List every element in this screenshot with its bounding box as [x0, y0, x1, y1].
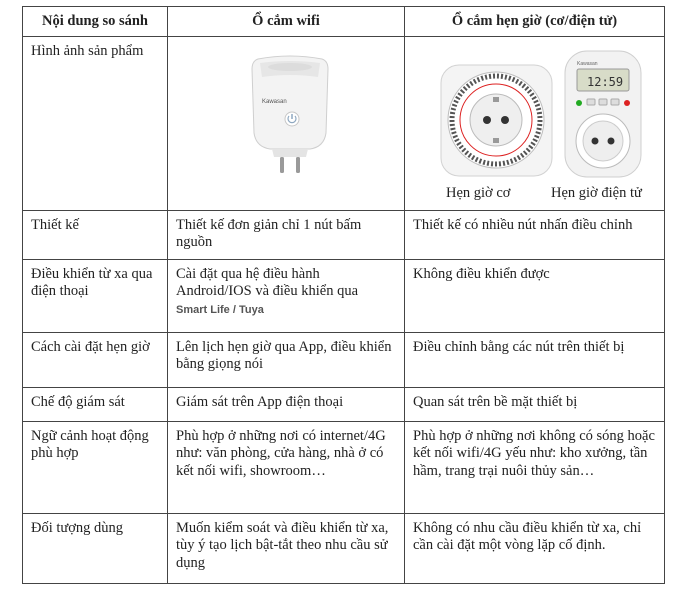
row-label: Hình ảnh sản phẩm	[23, 37, 168, 211]
timer-plug-image-cell	[405, 37, 665, 211]
table-row	[23, 211, 665, 260]
wifi-cell-app-names: Smart Life / Tuya	[176, 303, 264, 316]
timer-cell: Phù hợp ở những nơi không có sóng hoặc kết nối wifi/4G yếu như: kho xưởng, tần hầm, trang trại nuôi thủy sản…	[405, 422, 665, 514]
timer-cell: Thiết kế có nhiều nút nhấn điều chỉnh	[405, 211, 665, 260]
table-row	[23, 260, 665, 333]
timer-cell: Quan sát trên bề mặt thiết bị	[405, 388, 665, 422]
header-criteria: Nội dung so sánh	[23, 7, 168, 37]
header-wifi-plug: Ổ cắm wifi	[168, 7, 405, 37]
timer-cell: Điều chỉnh bằng các nút trên thiết bị	[405, 333, 665, 388]
wifi-cell	[168, 260, 405, 333]
digital-timer-brand: Kawasan	[577, 61, 598, 67]
table-row	[23, 333, 665, 388]
table-header-row	[23, 7, 665, 37]
table-row	[23, 388, 665, 422]
row-label: Thiết kế	[23, 211, 168, 260]
row-label: Đối tượng dùng	[23, 514, 168, 584]
wifi-cell: Phù hợp ở những nơi có internet/4G như: văn phòng, cửa hàng, nhà ở có kết nối wifi, showroom…	[168, 422, 405, 514]
row-label: Điều khiển từ xa qua điện thoại	[23, 260, 168, 333]
wifi-cell: Thiết kế đơn giản chỉ 1 nút bấm nguồn	[168, 211, 405, 260]
row-label: Ngữ cảnh hoạt động phù hợp	[23, 422, 168, 514]
wifi-plug-image	[248, 55, 332, 175]
caption-digital-timer: Hẹn giờ điện tử	[551, 185, 642, 201]
timer-cell: Không có nhu cầu điều khiển từ xa, chỉ cần cài đặt một vòng lặp cố định.	[405, 514, 665, 584]
digital-timer-display: 12:59	[587, 75, 624, 89]
table-row	[23, 422, 665, 514]
caption-mechanical-timer: Hẹn giờ cơ	[446, 185, 511, 201]
wifi-cell: Giám sát trên App điện thoại	[168, 388, 405, 422]
timer-cell: Không điều khiển được	[405, 260, 665, 333]
comparison-table	[22, 6, 665, 584]
header-timer-plug: Ổ cắm hẹn giờ (cơ/điện tử)	[405, 7, 665, 37]
wifi-plug-logo: Kawasan	[262, 99, 287, 105]
row-label: Chế độ giám sát	[23, 388, 168, 422]
wifi-plug-image-cell	[168, 37, 405, 211]
wifi-cell: Lên lịch hẹn giờ qua App, điều khiển bằng giọng nói	[168, 333, 405, 388]
mechanical-timer-image	[439, 63, 554, 178]
wifi-cell: Muốn kiểm soát và điều khiển từ xa, tùy ý tạo lịch bật-tắt theo nhu cầu sử dụng	[168, 514, 405, 584]
table-row	[23, 514, 665, 584]
table-row-image	[23, 37, 665, 211]
row-label: Cách cài đặt hẹn giờ	[23, 333, 168, 388]
wifi-cell-text: Cài đặt qua hệ điều hành Android/IOS và điều khiển qua	[176, 266, 359, 300]
digital-timer-image	[563, 49, 643, 179]
